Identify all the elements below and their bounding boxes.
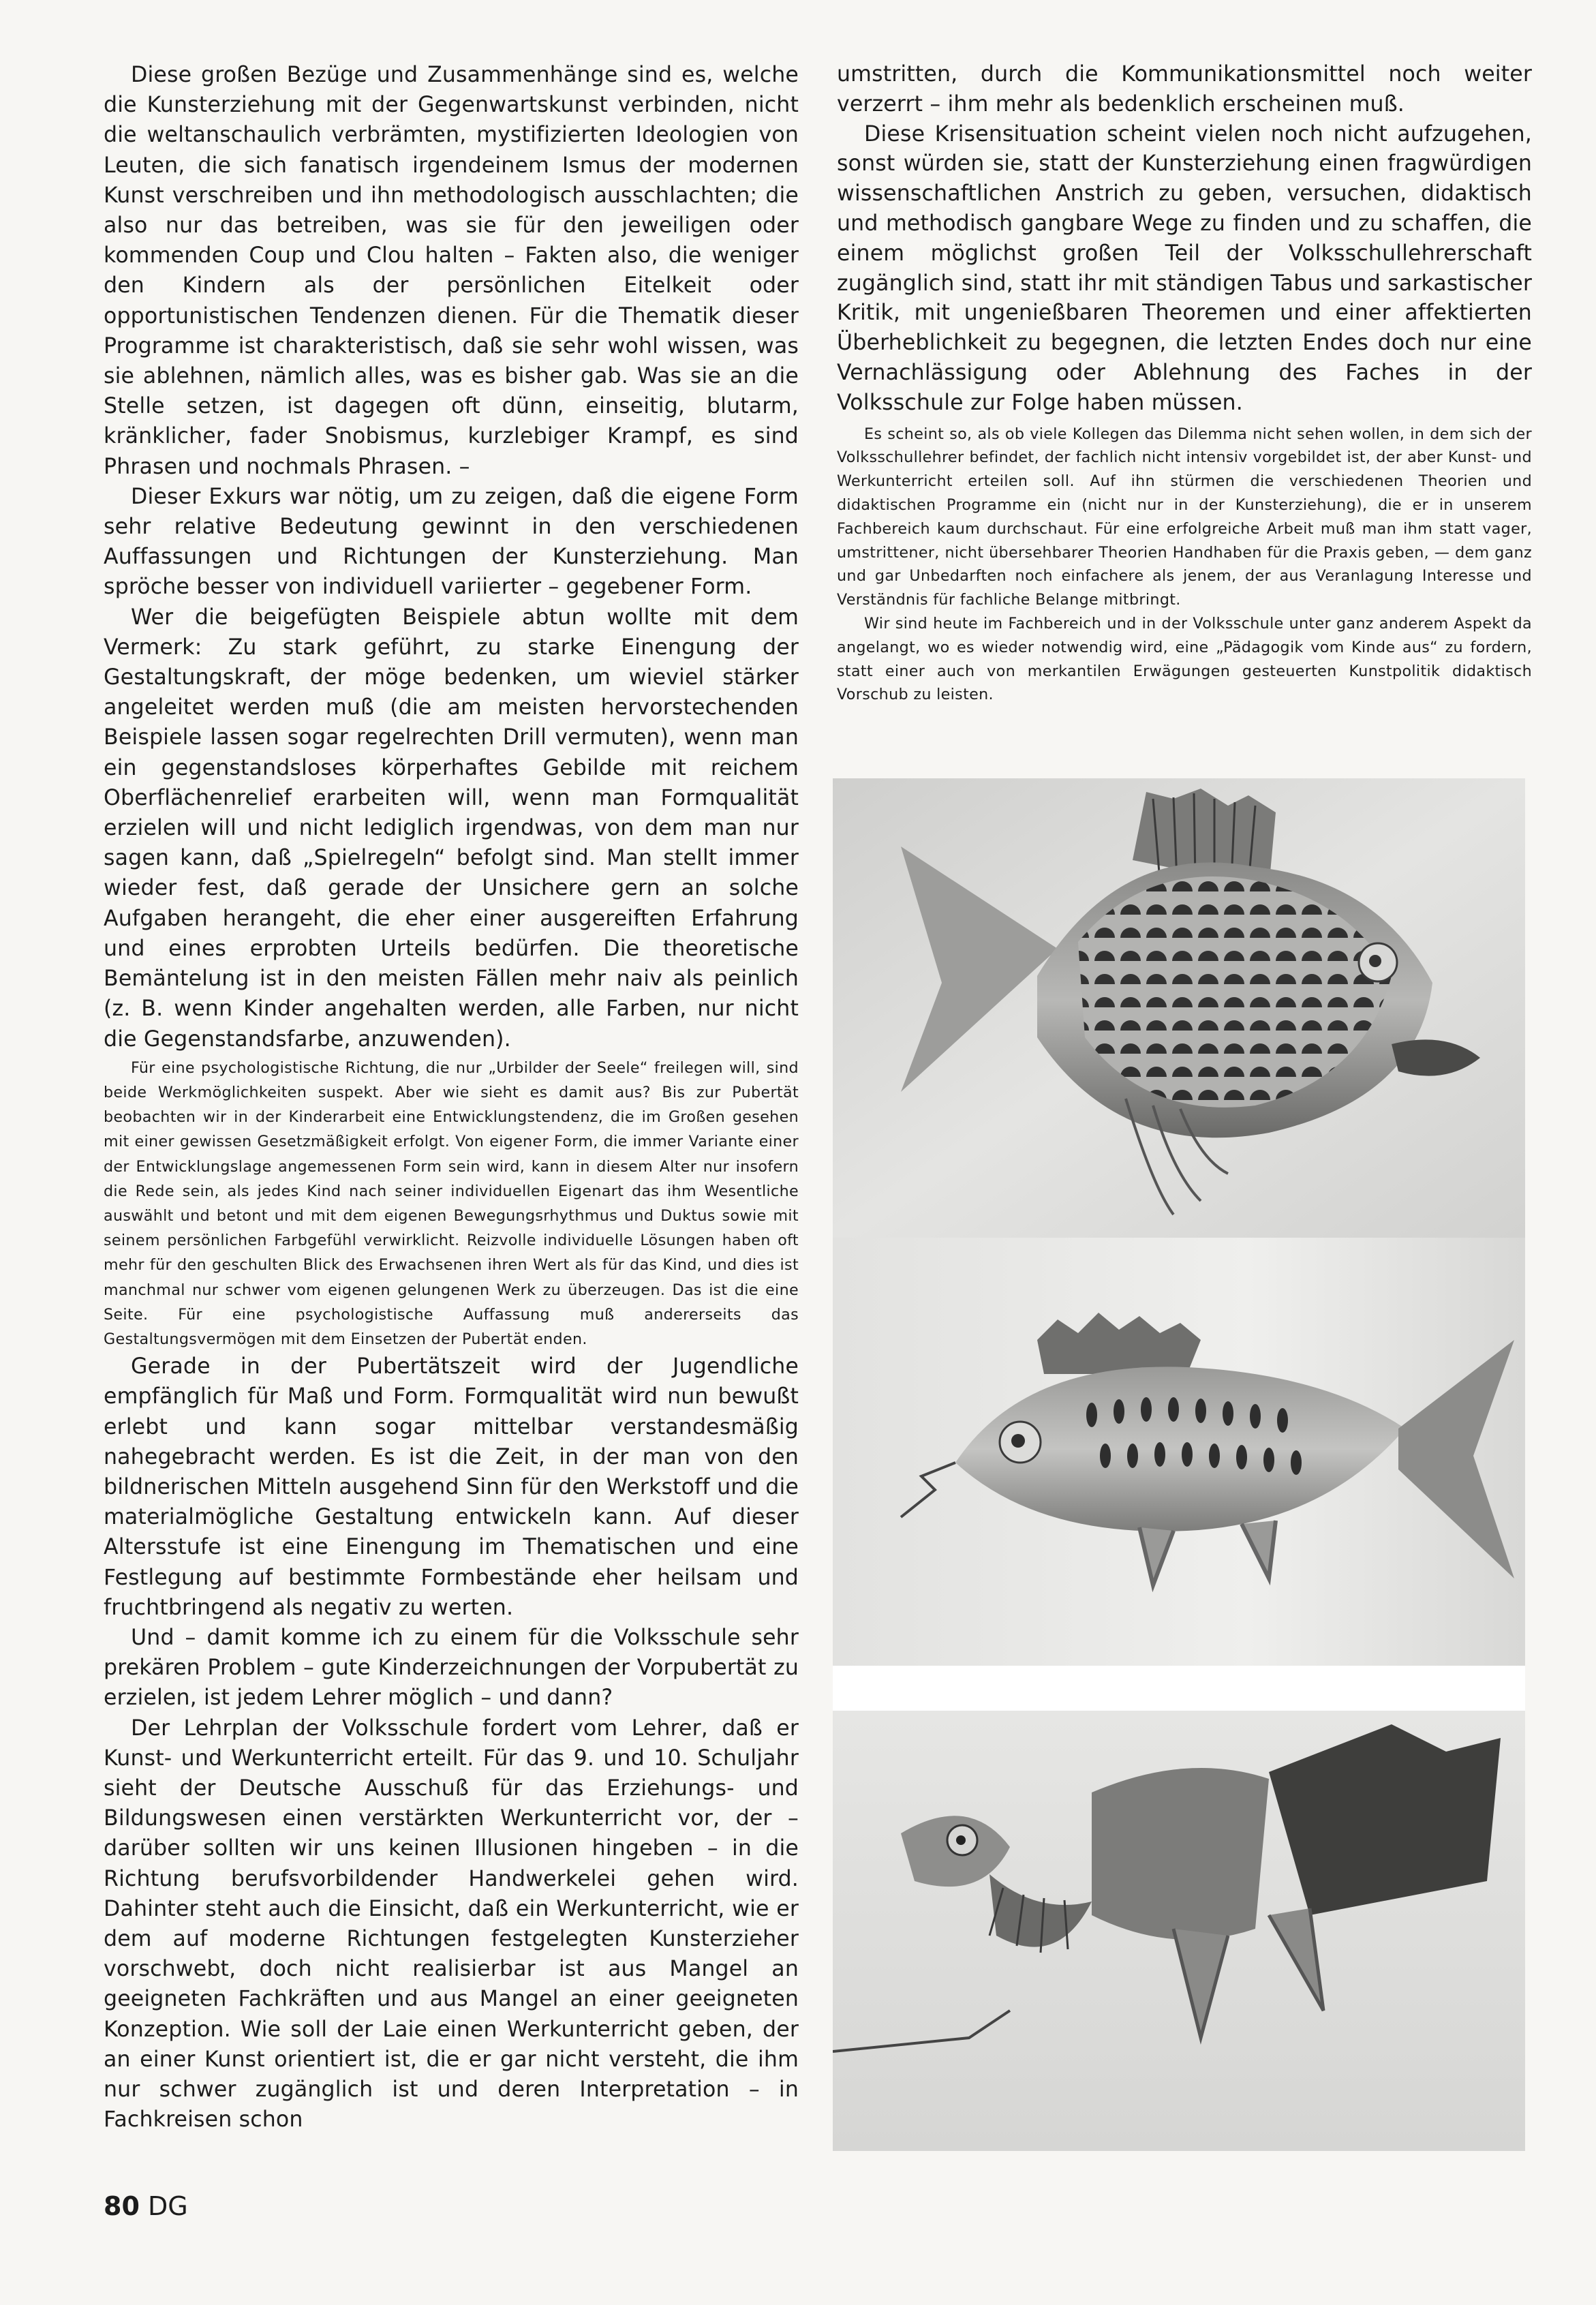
small-print-paragraph: Für eine psychologistische Richtung, die nur „Urbilder der Seele“ freilegen will, sind beide Werkmöglichkeiten suspekt. Aber wie sieht es damit aus? Bis zur Pubertät beobachten wir in der Kinderarbeit eine Entwicklungstendenz, die im Großen gesehen mit einer gewissen Gesetzmäßigkeit erfolgt. Von eigener Form, die immer Variante einer der Entwicklungslage angemessenen Form sein wird, kann in diesem Alter nur insofern die Rede sein, als jedes Kind nach seiner individuellen Eigenart das ihm Wesentliche auswählt und betont und mit dem eigenen Bewegungsrhythmus und Duktus sowie mit seinem persönlichen Farbgefühl verwirklicht. Reizvolle individuelle Lösungen haben oft mehr für den geschulten Blick des Erwachsenen ihren Wert als für das Kind, und dies ist manchmal nur schwer vom eigenen gelungenen Werk zu überzeugen. Das ist die eine Seite. Für eine psychologistische Auffassung muß andererseits das Gestaltungsvermögen mit dem Einsetzen der Pubertät enden.: [104, 1058, 799, 1348]
small-print-paragraph: Wir sind heute im Fachbereich und in der Volksschule unter ganz anderem Aspekt da angelangt, wo es wieder notwendig wird, eine „Pädagogik vom Kinde aus“ zu fordern, statt einer auch von merkantilen Erwägungen gesteuerten Kunstpolitik didaktisch Vorschub zu leisten.: [837, 614, 1532, 704]
page-folio: [104, 2189, 188, 2223]
photo-fish-slotted: [833, 1238, 1525, 1666]
paragraph: Der Lehrplan der Volksschule fordert vom Lehrer, daß er Kunst- und Werkunterricht erteilt. Für das 9. und 10. Schuljahr sieht der Deutsche Ausschuß für das Erziehungs- und Bildungswesen einen verstärkten Werkunterricht vor, der – darüber sollten wir uns keinen Illusionen hingeben – in die Richtung berufsvorbildender Handwerkelei gehen wird. Dahinter steht auch die Einsicht, daß ein Werkunterricht, wie er dem auf moderne Richtungen festgelegten Kunsterzieher vorschwebt, doch nicht realisierbar ist aus Mangel an geeigneten Fachkräften und aus Mangel an einer geeigneten Konzeption. Wie soll der Laie einen Werkunterricht geben, der an einer Kunst orientiert ist, die er gar nicht versteht, die ihm nur schwer zugänglich ist und deren Interpretation – in Fachkreisen schon: [104, 1715, 799, 2133]
left-text-column: [104, 60, 799, 2135]
fish-slotted-illustration: [833, 1238, 1525, 1666]
paragraph: Und – damit komme ich zu einem für die Volksschule sehr prekären Problem – gute Kinderzeichnungen der Vorpubertät zu erzielen, ist jedem Lehrer möglich – und dann?: [104, 1625, 799, 1711]
fish-photo-figure: [833, 778, 1525, 2151]
paragraph: Diese Krisensituation scheint vielen noch nicht aufzugehen, sonst würden sie, statt der Kunsterziehung einen fragwürdigen wissenschaftlichen Anstrich zu geben, versuchen, didaktisch und methodisch gangbare Wege zu finden und zu schaffen, die einem möglichst großen Teil der Volksschullehrerschaft zugänglich sind, statt ihr mit ständigen Tabus und sarkastischer Kritik, mit ungenießbaren Theoremen und einer affektierten Überheblichkeit zu begegnen, die letzten Endes doch nur eine Vernachlässigung oder Ablehnung des Faches in der Volksschule zur Folge haben müssen.: [837, 121, 1532, 415]
paragraph-continued: umstritten, durch die Kommunikationsmittel noch weiter verzerrt – ihm mehr als bedenklich erscheinen muß.: [837, 62, 1532, 117]
fish-body: [1092, 1768, 1269, 1940]
right-text-column: [837, 60, 1532, 707]
paragraph: Wer die beigefügten Beispiele abtun wollte mit dem Vermerk: Zu stark geführt, zu starke Einengung der Gestaltungskraft, der möge bedenken, um wieviel stärker angeleitet werden muß (die am meisten hervorstechenden Beispiele lassen sogar regelrechten Drill vermuten), wenn man ein gegenstandsloses körperhaftes Gebilde mit reichem Oberflächenrelief erarbeiten will, wenn man Formqualität erzielen will und nicht lediglich irgendwas, von dem man nur sagen kann, daß „Spielregeln“ befolgt sind. Man stellt immer wieder fest, daß gerade der Unsichere gern an solche Aufgaben herangeht, die eher einer ausgereiften Erfahrung und eines erprobten Urteils bedürfen. Die theoretische Bemäntelung ist in den meisten Fällen mehr naiv als peinlich (z. B. wenn Kinder angehalten werden, alle Farben, nur nicht die Gegenstandsfarbe, anzuwenden).: [104, 605, 799, 1052]
paragraph: Dieser Exkurs war nötig, um zu zeigen, daß die eigene Form sehr relative Bedeutung gewinnt in den verschiedenen Auffassungen und Richtungen der Kunsterziehung. Man spröche besser von individuell variierter – gegebener Form.: [104, 484, 799, 600]
small-print-paragraph: Es scheint so, als ob viele Kollegen das Dilemma nicht sehen wollen, in dem sich der Volksschullehrer befindet, der fachlich nicht intensiv vorgebildet ist, der aber Kunst- und Werkunterricht erteilen soll. Auf ihn stürmen die verschiedenen Theorien und didaktischen Programme ein (nicht nur in der Kunsterziehung), die er in unserem Fachbereich kaum durchschaut. Für eine erfolgreiche Arbeit muß man ihm statt vager, umstrittener, nicht übersehbarer Theorien Handhaben für die Praxis geben, — dem ganz und gar Unbedarften noch einfachere als jenem, der aus Veranlagung Interesse und Verständnis für fachliche Belange mitbringt.: [837, 425, 1532, 609]
journal-abbreviation: DG: [147, 2191, 188, 2221]
page-number: 80: [104, 2191, 140, 2221]
fish-scaled-illustration: [833, 778, 1525, 1238]
photo-fish-scaled: [833, 778, 1525, 1238]
paragraph: Diese großen Bezüge und Zusammenhänge sind es, welche die Kunsterziehung mit der Gegenwartskunst verbinden, nicht die weltanschaulich verbrämten, mystifizierten Ideologien von Leuten, die sich fanatisch irgendeinem Ismus der modernen Kunst verschreiben und ihn methodologisch ausschlachten; die also nur das betreiben, was sie für den jeweiligen oder kommenden Coup und Clou halten – Fakten also, die weniger den Kindern als der persönlichen Eitelkeit oder opportunistischen Tendenzen dienen. Für die Thematik dieser Programme ist charakteristisch, daß sie sehr wohl wissen, was sie ablehnen, nämlich alles, was es bisher gab. Was sie an die Stelle setzen, ist dagegen oft dünn, einseitig, blutarm, kränklicher, fader Snobismus, kurzlebiger Krampf, es sind Phrasen und nochmals Phrasen. –: [104, 63, 799, 479]
fish-abstract-illustration: [833, 1711, 1525, 2151]
paragraph: Gerade in der Pubertätszeit wird der Jugendliche empfänglich für Maß und Form. Formqualität wird nun bewußt erlebt und kann sogar mittelbar verstandesmäßig nahegebracht werden. Es ist die Zeit, in der man von den bildnerischen Mitteln ausgehend Sinn für den Werkstoff und die materialmögliche Gestaltung entwickeln kann. Auf dieser Altersstufe ist eine Einengung im Thematischen und eine Festlegung auf bestimmte Formbestände eher heilsam und fruchtbringend als negativ zu werten.: [104, 1354, 799, 1620]
photo-fish-abstract: [833, 1711, 1525, 2151]
